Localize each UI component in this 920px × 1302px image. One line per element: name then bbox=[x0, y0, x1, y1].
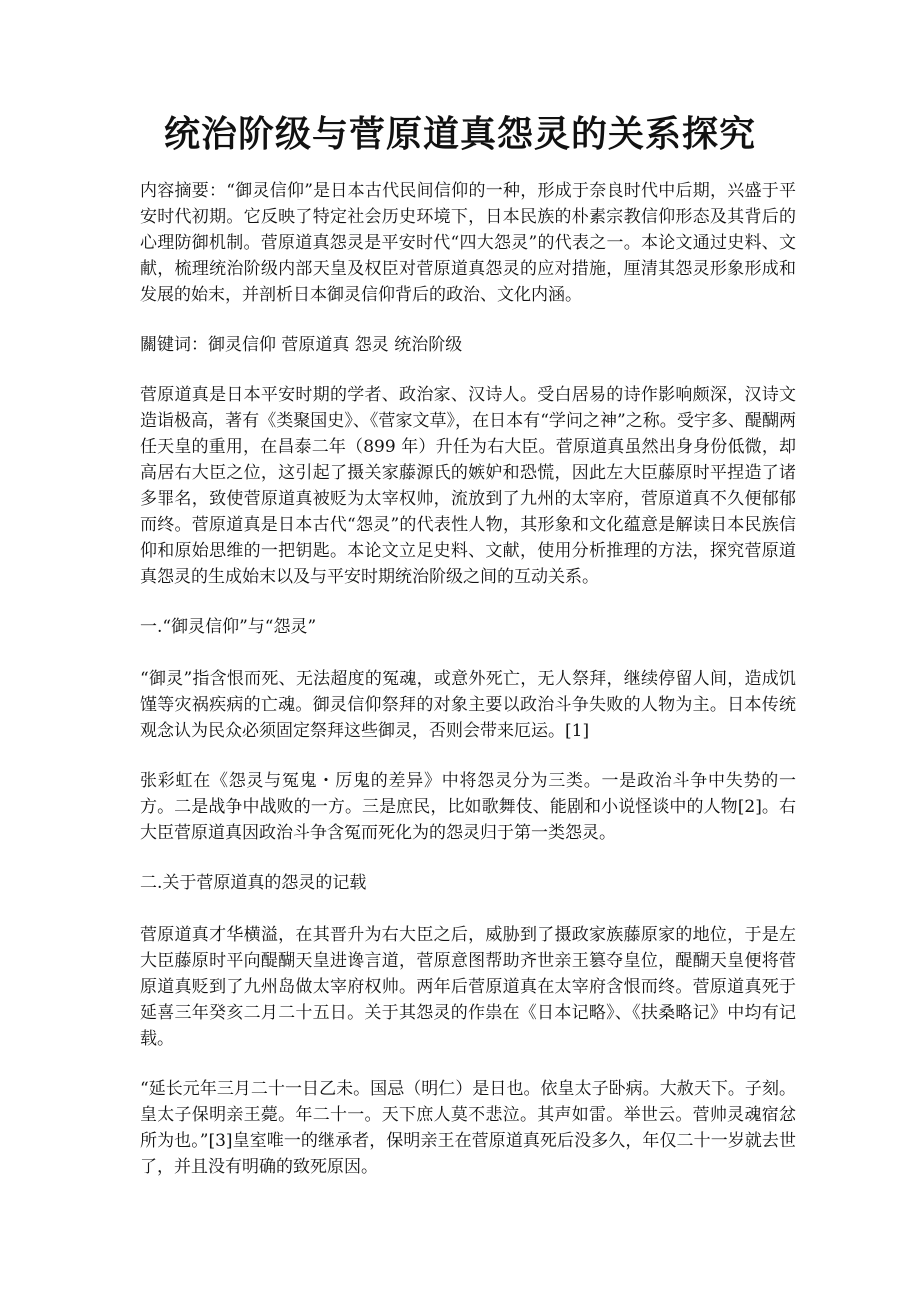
intro-paragraph: 菅原道真是日本平安时期的学者、政治家、汉诗人。受白居易的诗作影响颇深，汉诗文造诣极高，著有《类聚国史》、《菅家文草》，在日本有“学问之神”之称。受宇多、醍醐两任天皇的重用，在昌泰二年（899 年）升任为右大臣。菅原道真虽然出身身份低微，却高居右大臣之位，这引起了摄关家藤源氏的嫉妒和恐慌，因此左大臣藤原时平捏造了诸多罪名，致使菅原道真被贬为太宰权帅，流放到了九州的太宰府，菅原道真不久便郁郁而终。菅原道真是日本古代“怨灵”的代表性人物，其形象和文化蕴意是解读日本民族信仰和原始思维的一把钥匙。本论文立足史料、文献，使用分析推理的方法，探究菅原道真怨灵的生成始末以及与平安时期统治阶级之间的互动关系。 bbox=[140, 385, 796, 587]
section-heading-1: 一.“御灵信仰”与“怨灵” bbox=[140, 617, 317, 637]
keywords-paragraph: 關键词：御灵信仰 菅原道真 怨灵 统治阶级 bbox=[140, 335, 463, 355]
abstract-paragraph: 内容摘要：“御灵信仰”是日本古代民间信仰的一种，形成于奈良时代中后期，兴盛于平安时代初期。它反映了特定社会历史环境下，日本民族的朴素宗教信仰形态及其背后的心理防御机制。菅原道真怨灵是平安时代“四大怨灵”的代表之一。本论文通过史料、文献，梳理统治阶级内部天皇及权臣对菅原道真怨灵的应对措施，厘清其怨灵形象形成和发展的始末，并剖析日本御灵信仰背后的政治、文化内涵。 bbox=[140, 181, 796, 305]
section1-paragraph-2: 张彩虹在《怨灵与冤鬼・厉鬼的差异》中将怨灵分为三类。一是政治斗争中失势的一方。二是战争中战败的一方。三是庶民，比如歌舞伎、能剧和小说怪谈中的人物[2]。右大臣菅原道真因政治斗争含冤而死化为的怨灵归于第一类怨灵。 bbox=[140, 771, 796, 843]
section1-paragraph-1: “御灵”指含恨而死、无法超度的冤魂，或意外死亡，无人祭拜，继续停留人间，造成饥馑等灾祸疾病的亡魂。御灵信仰祭拜的对象主要以政治斗争失败的人物为主。日本传统观念认为民众必须固定祭拜这些御灵，否则会带来厄运。[1] bbox=[140, 669, 796, 741]
section2-paragraph-1: 菅原道真才华横溢，在其晋升为右大臣之后，威胁到了摄政家族藤原家的地位，于是左大臣藤原时平向醍醐天皇进谗言道，菅原意图帮助齐世亲王篡夺皇位，醍醐天皇便将菅原道真贬到了九州岛做太宰府权帅。两年后菅原道真在太宰府含恨而终。菅原道真死于延喜三年癸亥二月二十五日。关于其怨灵的作祟在《日本记略》、《扶桑略记》中均有记载。 bbox=[140, 925, 796, 1049]
section-heading-2: 二.关于菅原道真的怨灵的记载 bbox=[140, 873, 367, 893]
section2-paragraph-2: “延长元年三月二十一日乙未。国忌（明仁）是日也。依皇太子卧病。大赦天下。子刻。皇太子保明亲王薨。年二十一。天下庶人莫不悲泣。其声如雷。举世云。菅帅灵魂宿忿所为也。”[3]皇室唯一的继承者，保明亲王在菅原道真死后没多久，年仅二十一岁就去世了，并且没有明确的致死原因。 bbox=[140, 1079, 796, 1177]
document-body bbox=[140, 178, 796, 1204]
page-title: 统治阶级与菅原道真怨灵的关系探究 bbox=[163, 113, 756, 155]
